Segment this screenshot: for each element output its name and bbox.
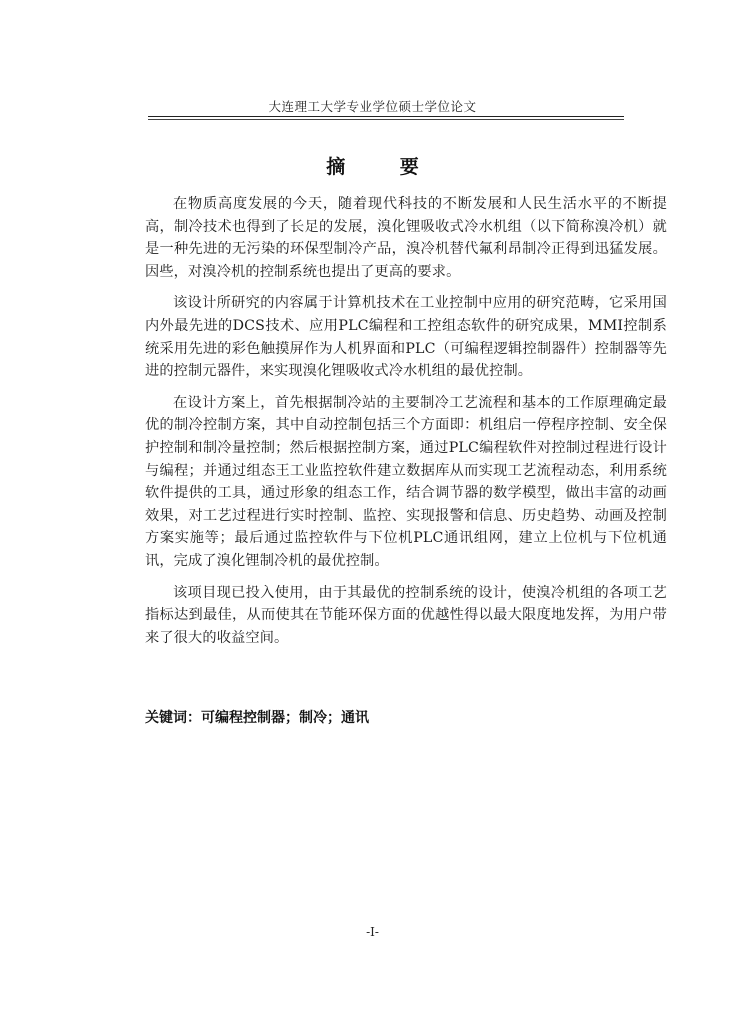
- page-number: -I-: [366, 925, 379, 939]
- abstract-paragraph-2: 该设计所研究的内容属于计算机技术在工业控制中应用的研究范畴，它采用国内外最先进的DCS技术、应用PLC编程和工控组态软件的研究成果，MMI控制系统采用先进的彩色触摸屏作为人机界面和PLC（可编程逻辑控制器件）控制器等先进的控制元器件，来实现溴化锂吸收式冷水机组的最优控制。: [145, 295, 667, 380]
- running-header: 大连理工大学专业学位硕士学位论文: [268, 99, 477, 114]
- abstract-paragraph-1: 在物质高度发展的今天，随着现代科技的不断发展和人民生活水平的不断提高，制冷技术也得到了长足的发展，溴化锂吸收式冷水机组（以下简称溴冷机）就是一种先进的无污染的环保型制冷产品，溴冷机替代氟利昂制冷正得到迅猛发展。因些，对溴冷机的控制系统也提出了更高的要求。: [145, 196, 667, 280]
- abstract-paragraph-4: 该项目现已投入使用，由于其最优的控制系统的设计，使溴冷机组的各项工艺指标达到最佳，从而使其在节能环保方面的优越性得以最大限度地发挥，为用户带来了很大的收益空间。: [145, 584, 667, 646]
- header-rule: [148, 116, 624, 117]
- abstract-body: [145, 193, 667, 658]
- abstract-title: 摘 要: [326, 156, 443, 178]
- header-rule-thin: [148, 119, 624, 120]
- abstract-paragraph-3: 在设计方案上，首先根据制冷站的主要制冷工艺流程和基本的工作原理确定最优的制冷控制方案，其中自动控制包括三个方面即：机组启一停程序控制、安全保护控制和制冷量控制；然后根据控制方案，通过PLC编程软件对控制过程进行设计与编程；并通过组态王工业监控软件建立数据库从而实现工艺流程动态，利用系统软件提供的工具，通过形象的组态工作，结合调节器的数学模型，做出丰富的动画效果，对工艺过程进行实时控制、监控、实现报警和信息、历史趋势、动画及控制方案实施等；最后通过监控软件与下位机PLC通讯组网，建立上位机与下位机通讯，完成了溴化锂制冷机的最优控制。: [145, 394, 667, 569]
- keywords: 关键词：可编程控制器；制冷；通讯: [145, 710, 369, 726]
